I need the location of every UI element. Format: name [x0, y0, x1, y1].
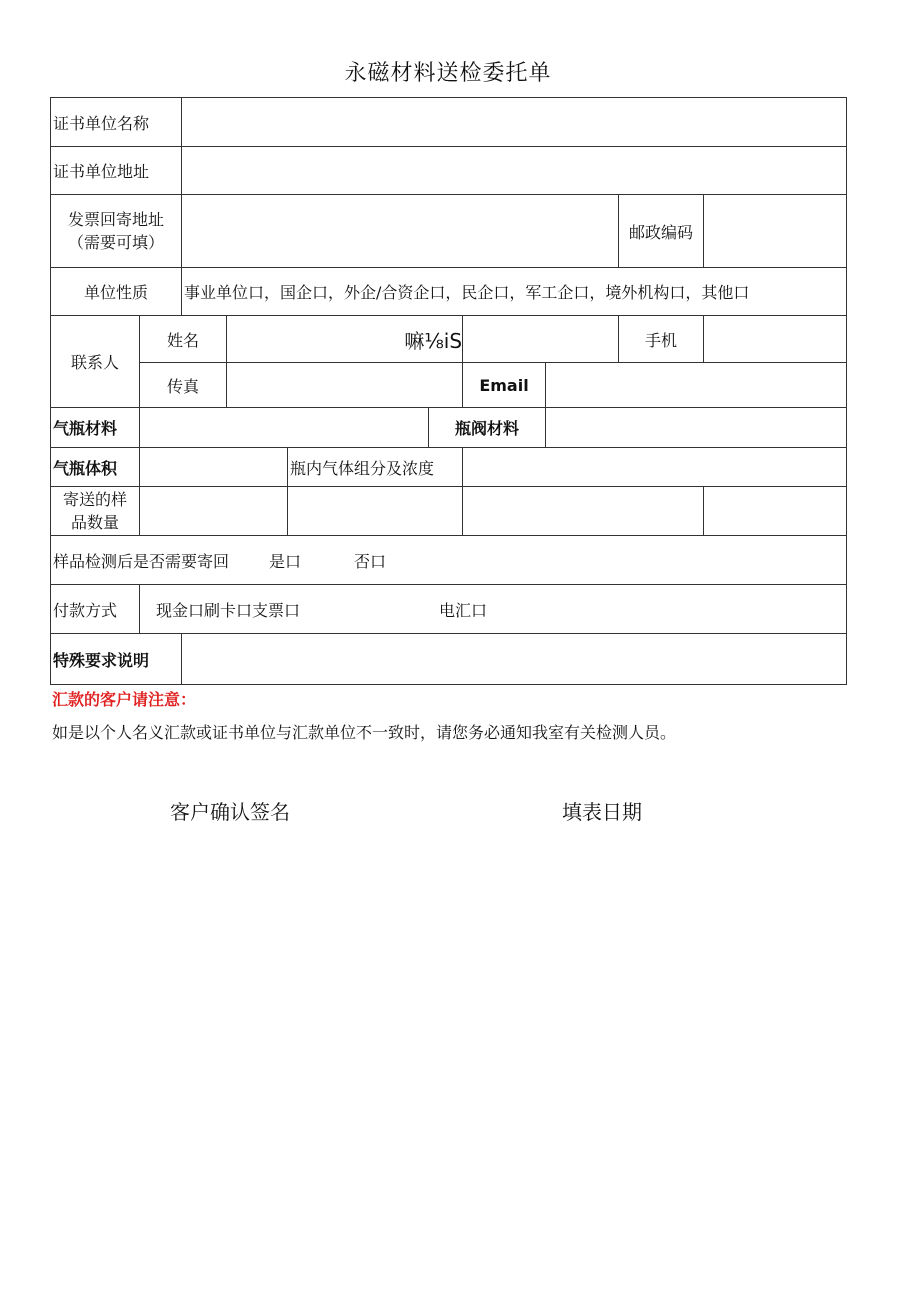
- return-label: 样品检测后是否需要寄回: [53, 551, 230, 571]
- name-label: 姓名: [140, 316, 227, 363]
- payment-label: 付款方式: [51, 585, 140, 634]
- email-label: Email: [463, 363, 546, 408]
- sample-qty-field-3[interactable]: [463, 487, 704, 536]
- cylinder-volume-field[interactable]: [140, 448, 288, 487]
- payment-wire-checkbox[interactable]: 电汇口: [439, 600, 488, 620]
- payment-options-cell: [140, 585, 847, 634]
- row-contact-name: [51, 316, 847, 363]
- sample-qty-label-line1: 寄送的样: [62, 490, 127, 509]
- sample-qty-field-4[interactable]: [704, 487, 847, 536]
- invoice-address-label-line1: 发票回寄地址: [68, 210, 165, 229]
- payment-options[interactable]: 现金口刷卡口支票口: [156, 600, 301, 620]
- mobile-field[interactable]: [704, 316, 847, 363]
- row-cert-address: [51, 147, 847, 195]
- row-return-sample: [51, 536, 847, 585]
- row-cert-name: [51, 98, 847, 147]
- sample-qty-field-1[interactable]: [140, 487, 288, 536]
- postal-code-label: 邮政编码: [619, 195, 704, 268]
- cylinder-material-label: 气瓶材料: [51, 408, 140, 448]
- customer-signature-label: 客户确认签名: [170, 800, 290, 824]
- row-special-requirements: [51, 634, 847, 685]
- form-title: 永磁材料送检委托单: [344, 61, 552, 86]
- notice-title: 汇款的客户请注意：: [52, 690, 197, 709]
- name-field-extra[interactable]: [463, 316, 619, 363]
- contact-label: 联系人: [51, 316, 140, 408]
- unit-nature-options[interactable]: 事业单位口，国企口，外企/合资企口，民企口，军工企口，境外机构口，其他口: [182, 268, 847, 316]
- row-payment: [51, 585, 847, 634]
- row-volume-gas: [51, 448, 847, 487]
- postal-code-field[interactable]: [704, 195, 847, 268]
- email-field[interactable]: [546, 363, 847, 408]
- special-req-label: 特殊要求说明: [51, 634, 182, 685]
- fax-field[interactable]: [227, 363, 463, 408]
- invoice-address-label: [51, 195, 182, 268]
- name-field[interactable]: [227, 316, 463, 363]
- sample-qty-field-2[interactable]: [288, 487, 463, 536]
- cert-name-field[interactable]: [182, 98, 847, 147]
- cert-name-label: 证书单位名称: [51, 98, 182, 147]
- fax-label: 传真: [140, 363, 227, 408]
- unit-nature-label: 单位性质: [51, 268, 182, 316]
- sample-qty-label-line2: 品数量: [70, 513, 119, 532]
- valve-material-field[interactable]: [546, 408, 847, 448]
- invoice-address-field[interactable]: [182, 195, 619, 268]
- row-materials: [51, 408, 847, 448]
- valve-material-label: 瓶阀材料: [429, 408, 546, 448]
- invoice-address-label-line2: （需要可填）: [68, 233, 165, 252]
- name-value: 嘛⅛iS: [404, 328, 463, 353]
- fill-date-label: 填表日期: [562, 800, 642, 824]
- gas-composition-label: 瓶内气体组分及浓度: [288, 448, 463, 487]
- sample-qty-label: [51, 487, 140, 536]
- commission-form-table: [50, 97, 847, 685]
- cylinder-volume-label: 气瓶体积: [51, 448, 140, 487]
- special-req-field[interactable]: [182, 634, 847, 685]
- return-yes-checkbox[interactable]: 是口: [269, 551, 302, 571]
- mobile-label: 手机: [619, 316, 704, 363]
- notice-text: 如是以个人名义汇款或证书单位与汇款单位不一致时，请您务必通知我室有关检测人员。: [52, 723, 677, 742]
- cylinder-material-field[interactable]: [140, 408, 429, 448]
- gas-composition-field[interactable]: [463, 448, 847, 487]
- row-invoice-address: [51, 195, 847, 268]
- cert-address-label: 证书单位地址: [51, 147, 182, 195]
- row-sample-qty: [51, 487, 847, 536]
- row-contact-fax: [51, 363, 847, 408]
- cert-address-field[interactable]: [182, 147, 847, 195]
- row-unit-nature: [51, 268, 847, 316]
- return-no-checkbox[interactable]: 否口: [354, 551, 387, 571]
- return-sample-cell: [51, 536, 847, 585]
